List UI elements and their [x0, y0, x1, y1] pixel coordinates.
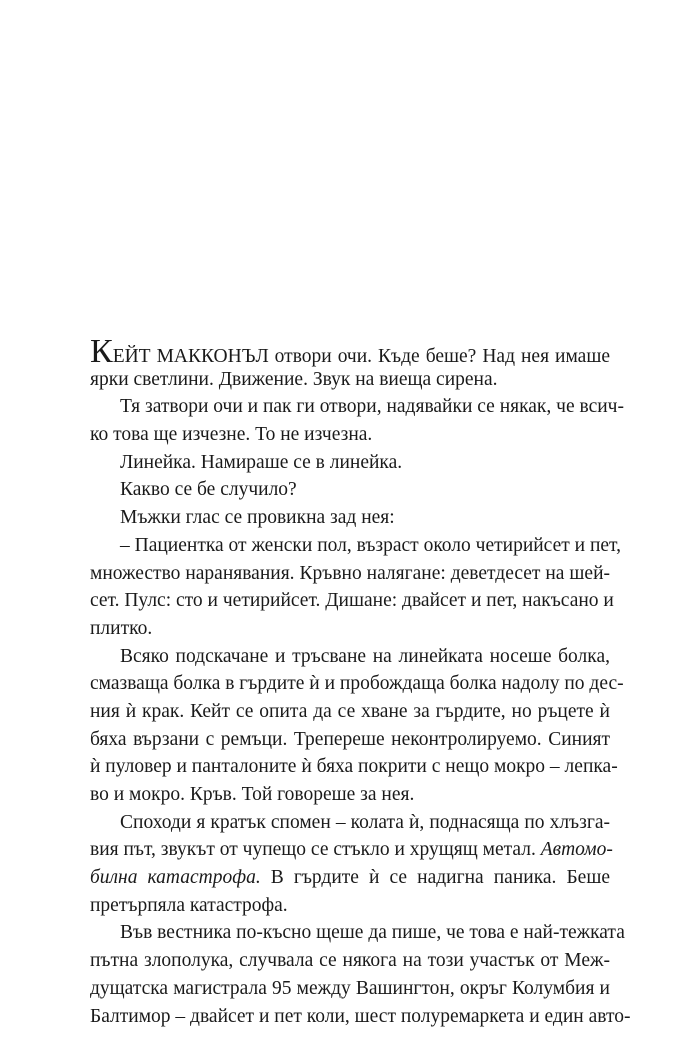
text-line: сет. Пулс: сто и четирийсет. Дишане: двайсет и пет, накъсано и: [90, 590, 614, 612]
italic-text: Автомо-: [540, 839, 613, 861]
text-line: [90, 836, 613, 864]
text-line: ярки светлини. Движение. Звук на виеща сирена.: [90, 368, 498, 390]
text-line: множество наранявания. Кръвно налягане: деветдесет на шей-: [90, 562, 610, 584]
text-line: [90, 864, 610, 892]
text-line: плитко.: [90, 617, 153, 639]
text-line: претърпяла катастрофа.: [90, 894, 288, 916]
text-segment: вия път, звукът от чупещо се стъкло и хрущящ метал.: [90, 839, 541, 861]
text-line: – Пациентка от женски пол, възраст около четирийсет и пет,: [120, 534, 621, 556]
text-line: пътна злополука, случвала се някога на този участък от Меж-: [90, 950, 610, 972]
text-line: Във вестника по-късно щеше да пише, че това е най-тежката: [120, 922, 625, 944]
text-line: бяха вързани с ремъци. Трепереше неконтролируемо. Синият: [90, 728, 610, 750]
text-line: ѝ пуловер и панталоните ѝ бяха покрити с нещо мокро – лепка-: [90, 756, 618, 778]
text-line: Какво се бе случило?: [120, 479, 297, 501]
text-segment: ЕЙТ МАККОНЪЛ отвори очи. Къде беше? Над нея имаше: [112, 346, 610, 367]
chapter-text: [90, 333, 631, 1030]
text-line: Линейка. Намираше се в линейка.: [120, 451, 403, 473]
text-segment: В гърдите ѝ се надигна паника. Беше: [260, 867, 610, 889]
text-line: Всяко подскачане и тръсване на линейката носеше болка,: [120, 645, 610, 667]
text-line: Споходи я кратък спомен – колата ѝ, поднасяща по хлъзга-: [120, 811, 610, 833]
text-line: во и мокро. Кръв. Той говореше за нея.: [90, 784, 415, 805]
text-line: Мъжки глас се провикна зад нея:: [120, 507, 395, 529]
text-line: [90, 333, 610, 370]
text-line: Балтимор – двайсет и пет коли, шест полуремаркета и един авто-: [90, 1005, 631, 1027]
text-line: смазваща болка в гърдите ѝ и пробождаща болка надолу по дес-: [90, 673, 624, 695]
text-line: ко това ще изчезне. То не изчезна.: [90, 424, 373, 446]
italic-text: билна катастрофа.: [90, 867, 261, 889]
text-line: Тя затвори очи и пак ги отвори, надявайки се някак, че всич-: [120, 396, 624, 418]
text-line: ния ѝ крак. Кейт се опита да се хване за гърдите, но ръцете ѝ: [90, 700, 610, 722]
drop-cap: К: [90, 333, 113, 370]
text-line: дущатска магистрала 95 между Вашингтон, окръг Колумбия и: [90, 977, 610, 999]
